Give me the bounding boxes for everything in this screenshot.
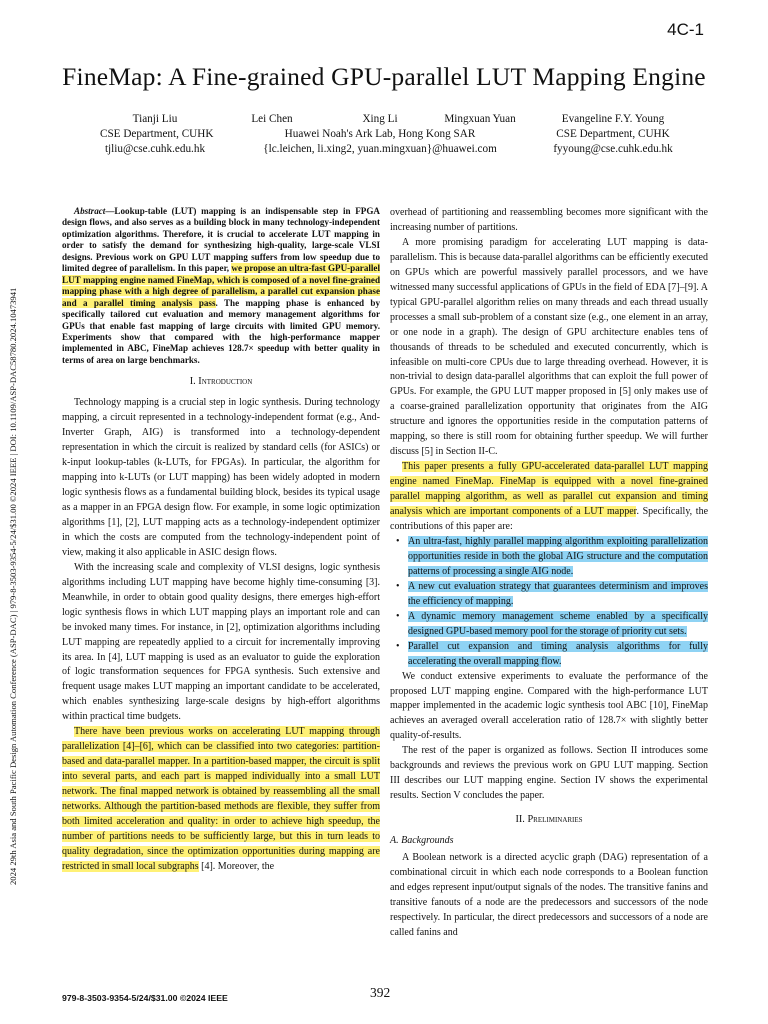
contribution-list <box>390 535 708 670</box>
abstract: Abstract—Lookup-table (LUT) mapping is an indispensable step in FPGA design flows, and also serves as a building block in many technology-independent optimization algorithms. Therefore, it is crucial to accelerate LUT mapping in order to satisfy the demand for synthesizing high-quality, large-scale VLSI designs. Previous work on GPU LUT mapping suffers from low speedup due to limited degree of parallelism. In this paper, we propose an ultra-fast GPU-parallel LUT mapping engine named FineMap, which is composed of a novel fine-grained mapping phase with a high degree of parallelism, a parallel cut expansion phase and a parallel timing analysis pass. The mapping phase is enhanced by specifically tailored cut evaluation and memory management algorithms for GPUs that enable fast mapping of large circuits with limited GPU memory. Experiments show that compared with the high-performance mapper implemented in ABC, FineMap achieves 128.7× speedup with better quality in terms of area on large benchmarks. <box>62 206 380 365</box>
author-block-5 <box>548 112 678 157</box>
author-affiliation: Huawei Noah's Ark Lab, Hong Kong SAR <box>284 128 476 140</box>
intro-paragraph-3: There have been previous works on accelerating LUT mapping through parallelization [4]–[6], which can be classified into two categories: partition-based and data-parallel mapper. In a partition-based mapper, the circuit is split into several parts, and each part is mapped individually into a small LUT network. The final mapped network is obtained by reassembling all the small networks. Although the partition-based methods are flexible, they suffer from both limited acceleration and quality: in order to achieve high speedup, the number of partitions needs to be sufficiently large, but this in turn leads to quality degradation, since the optimization opportunities during mapping are restricted in small local subgraphs [4]. Moreover, the <box>62 726 380 872</box>
right-paragraph-4: The rest of the paper is organized as follows. Section II introduces some backgrounds and reviews the previous work on GPU LUT mapping. Section III describes our LUT mapping engine. Section IV shows the experimental results. Section V concludes the paper. <box>390 745 708 802</box>
intro-paragraph-1: Technology mapping is a crucial step in logic synthesis. During technology mapping, a circuit represented in a technology-independent format (e.g., And-Inverter Graph, AIG) is transformed into a technology-dependent representation in which the circuit is realized by standard cells (for ASICs) or k-input lookup-tables (k-LUTs, for FPGAs). In particular, the algorithm for mapping into k-LUTs (or LUT mapping) has been widely adopted in modern logic synthesis flows as a fundamental building block, besides its typical usage as a mapper in an FPGA design flow. For example, in some logic optimization algorithms [1], [2], LUT mapping acts as a technology-independent optimizer in which the costs are computed from the technology-independent point of view, making it also applicable in ASIC design flows. <box>62 397 380 558</box>
paper-title: FineMap: A Fine-grained GPU-parallel LUT Mapping Engine <box>62 62 706 91</box>
abstract-highlight: we propose an ultra-fast GPU-parallel LUT mapping engine named FineMap, which is composed of a novel fine-grained mapping phase with a high degree of parallelism, a parallel cut expansion phase and a parallel timing analysis pass <box>62 263 380 308</box>
author-name: Mingxuan Yuan <box>444 113 516 125</box>
right-paragraph-0: overhead of partitioning and reassembling becomes more significant with the increasing number of partitions. <box>390 207 708 233</box>
highlight-finemap-summary: This paper presents a fully GPU-accelerated data-parallel LUT mapping engine named FineMap. FineMap is equipped with a novel fine-grained parallel mapping algorithm, as well as parallel cut expansion and timing analysis which are important components of a LUT mapper <box>390 461 708 518</box>
right-column <box>390 206 708 941</box>
section-heading-intro: I. Introduction <box>189 376 253 388</box>
subsection-heading-backgrounds: A. Backgrounds <box>390 835 454 847</box>
section-heading-prelim: II. Preliminaries <box>515 814 583 826</box>
right-paragraph-3: We conduct extensive experiments to evaluate the performance of the proposed LUT mapping engine. Compared with the high-performance LUT mapper implemented in the academic logic synthesis tool ABC [10], FineMap achieves an averaged overall acceleration ratio of 128.7× with slightly better quality-of-results. <box>390 670 708 742</box>
author-name: Lei Chen <box>251 113 293 125</box>
session-tag: 4C-1 <box>667 20 704 39</box>
author-block-4 <box>430 112 530 127</box>
author-email: tjliu@cse.cuhk.edu.hk <box>104 143 206 155</box>
right-paragraph-1: A more promising paradigm for accelerating LUT mapping is data-parallelism. This is because data-parallel algorithms can be efficiently executed on GPUs which are powerful massively parallel processors, and we have witnessed many successful applications of GPUs in the field of EDA [7]–[9]. A typical GPU-parallel algorithm relies on many threads and each thread usually processes a small sub-problem of a constant size (e.g., one element in an array, or one node in a graph). The design of GPU architecture enables tens of thousands of threads to be scheduled and executed concurrently, which is infeasible on multi-core CPUs due to large threading overhead. However, it is non-trivial to design data-parallel algorithms that can exploit the full power of GPUs. For example, the GPU LUT mapper proposed in [5] only makes use of a coarse-grained parallelization opportunity that originates from the AIG structure and ignores the opportunities reside in the computation patterns of mapping, so there is still room for obtaining further speedup. We will further discuss [5] in Section II-C. <box>390 236 708 458</box>
contribution-item: • Parallel cut expansion and timing analysis algorithms for fully accelerating the overall mapping flow. <box>396 640 708 667</box>
left-column <box>62 206 380 875</box>
abstract-label: Abstract <box>74 206 106 216</box>
author-name: Evangeline F.Y. Young <box>561 113 665 125</box>
right-paragraph-5: A Boolean network is a directed acyclic graph (DAG) representation of a combinational circuit in which each node corresponds to a Boolean function and edges represent input/output signals of the nodes. The transitive fanins and transitive fanouts of a node are the predecessors and successors of the node respectively. In particular, the direct predecessors and successors of a node are called fanins and <box>390 852 708 938</box>
author-affiliation: CSE Department, CUHK <box>100 128 214 140</box>
intro-paragraph-2: With the increasing scale and complexity of VLSI designs, logic synthesis algorithms including LUT mapping have become highly time-consuming [3]. Meanwhile, in order to obtain good quality designs, there emerges high-effort logic synthesis flows in which LUT mapping plays an important role and can be invoked many times. For instance, in [2], optimization algorithms including LUT mapping are repeatedly applied to a circuit for incrementally improving its area. In [4], LUT mapping is used as an evaluator to guide the exploration of logic transformation sequences for FPGA synthesis. Such extensive and frequent usage makes LUT mapping an important candidate to be accelerated, which enables synthesizing large-scale designs by high-effort algorithms within practical time budgets. <box>62 561 380 723</box>
author-block-1 <box>100 112 214 157</box>
right-paragraph-2: This paper presents a fully GPU-accelerated data-parallel LUT mapping engine named FineMap. FineMap is equipped with a novel fine-grained parallel mapping algorithm, as well as parallel cut expansion and timing analysis which are important components of a LUT mapper. Specifically, the contributions of this paper are: <box>390 461 709 533</box>
author-name: Xing Li <box>362 113 398 125</box>
contribution-item: • A new cut evaluation strategy that guarantees determinism and improves the efficiency of mapping. <box>396 580 708 607</box>
author-email: {lc.leichen, li.xing2, yuan.mingxuan}@huawei.com <box>263 143 497 155</box>
author-affiliation: CSE Department, CUHK <box>556 128 670 140</box>
page-number: 392 <box>370 985 391 1000</box>
author-email: fyyoung@cse.cuhk.edu.hk <box>553 143 673 155</box>
contribution-item: • An ultra-fast, highly parallel mapping algorithm exploiting parallelization opportunities reside in both the global AIG structure and the computation patterns of processing a single AIG node. <box>396 535 708 577</box>
contribution-item: • A dynamic memory management scheme enabled by a specifically designed GPU-based memory pool for the storage of priority cut sets. <box>396 610 708 637</box>
highlight-previous-works: There have been previous works on accelerating LUT mapping through parallelization [4]–[6], which can be classified into two categories: partition-based and data-parallel mapper. In a partition-based mapper, the circuit is split into several parts, and each part is mapped individually into a small LUT network. The final mapped network is obtained by reassembling all the small networks. Although the partition-based methods are flexible, they suffer from both limited acceleration and quality: in order to achieve high speedup, the number of partitions needs to be sufficiently large, but this in turn leads to quality degradation, since the optimization opportunities during mapping are restricted in small local subgraphs <box>62 726 380 872</box>
footer-copyright: 979-8-3503-9354-5/24/$31.00 ©2024 IEEE <box>62 993 228 1003</box>
author-name: Tianji Liu <box>132 113 178 125</box>
side-publication-note: 2024 29th Asia and South Pacific Design Automation Conference (ASP-DAC) | 979-8-3503-9354-5/24/$31.00 ©2024 IEEE | DOI: 10.1109/ASP-DAC58780.2024.10473941 <box>8 287 18 885</box>
